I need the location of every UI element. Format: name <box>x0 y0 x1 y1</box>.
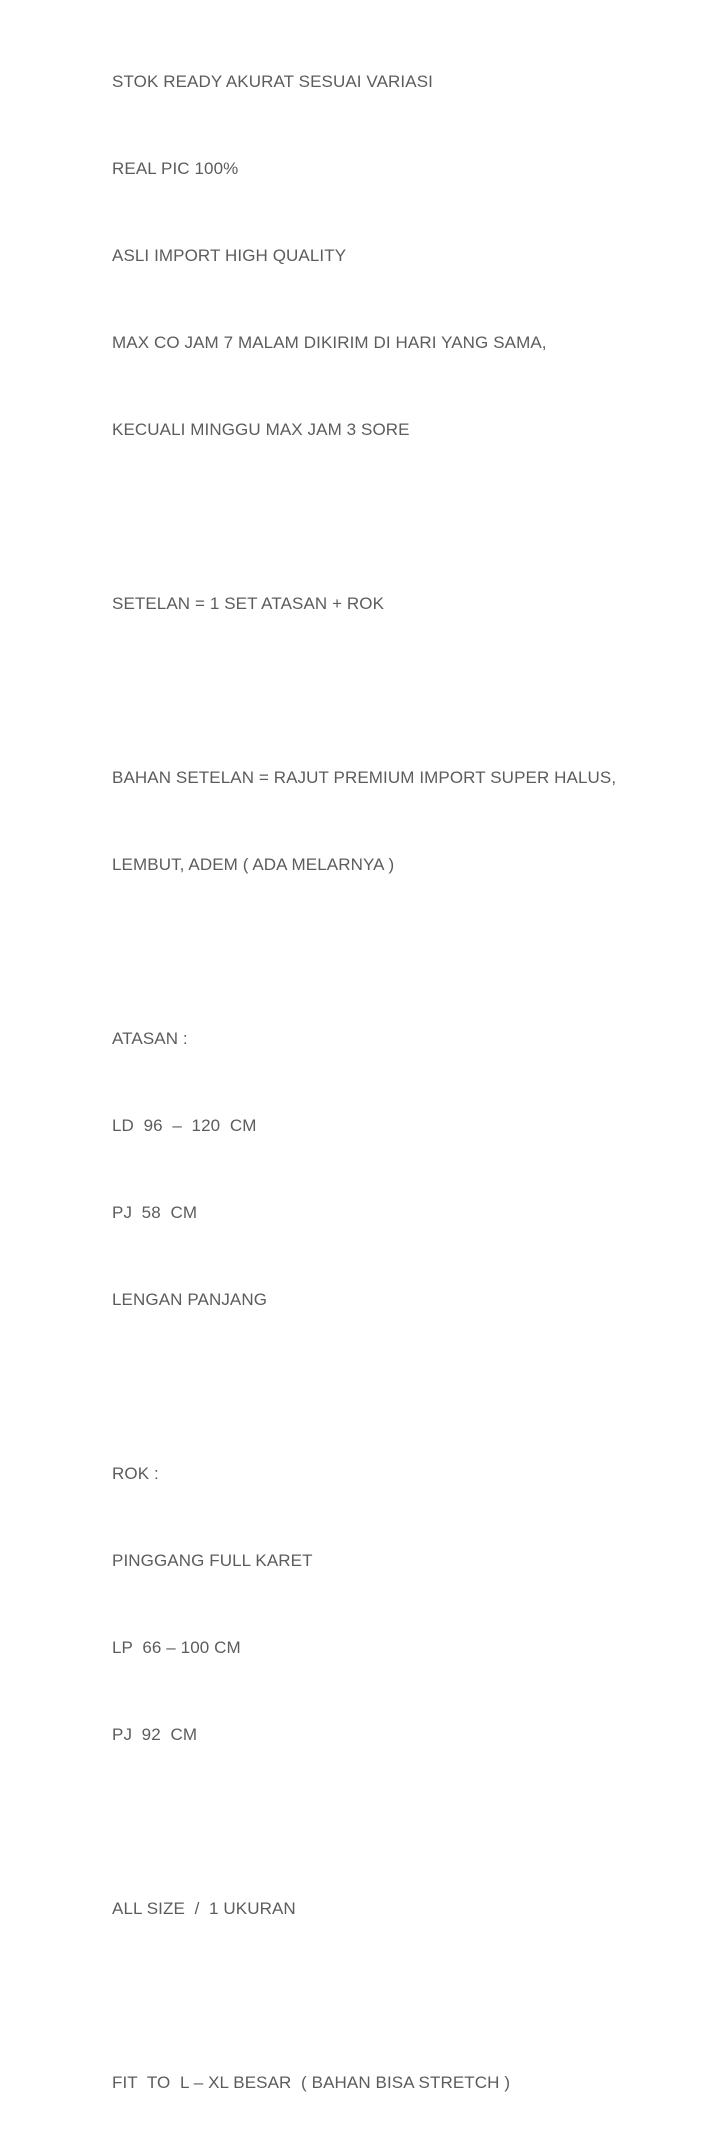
stock-ready-line: STOK READY AKURAT SESUAI VARIASI <box>112 72 433 91</box>
top-sleeve-line: LENGAN PANJANG <box>112 1290 268 1309</box>
blank-line <box>112 676 712 705</box>
real-pic-line: REAL PIC 100% <box>112 159 239 178</box>
sunday-cutoff-line: KECUALI MINGGU MAX JAM 3 SORE <box>112 420 410 439</box>
blank-line <box>112 937 712 966</box>
all-size-line: ALL SIZE / 1 UKURAN <box>112 1899 296 1918</box>
set-contents-line: SETELAN = 1 SET ATASAN + ROK <box>112 594 385 613</box>
top-section-heading: ATASAN : <box>112 1029 188 1048</box>
material-line: BAHAN SETELAN = RAJUT PREMIUM IMPORT SUPER HALUS, <box>112 768 617 787</box>
skirt-length-line: PJ 92 CM <box>112 1725 198 1744</box>
blank-line <box>112 1372 712 1401</box>
skirt-section-heading: ROK : <box>112 1464 159 1483</box>
blank-line <box>112 1807 712 1836</box>
skirt-waist-line: PINGGANG FULL KARET <box>112 1551 313 1570</box>
blank-line <box>112 502 712 531</box>
top-chest-size-line: LD 96 – 120 CM <box>112 1116 257 1135</box>
fit-note-line: FIT TO L – XL BESAR ( BAHAN BISA STRETCH ) <box>112 2073 511 2092</box>
shipping-cutoff-line: MAX CO JAM 7 MALAM DIKIRIM DI HARI YANG SAMA, <box>112 333 547 352</box>
import-quality-line: ASLI IMPORT HIGH QUALITY <box>112 246 347 265</box>
product-description-text <box>112 9 712 2155</box>
blank-line <box>112 1981 712 2010</box>
material-detail-line: LEMBUT, ADEM ( ADA MELARNYA ) <box>112 855 395 874</box>
skirt-hip-size-line: LP 66 – 100 CM <box>112 1638 241 1657</box>
top-length-line: PJ 58 CM <box>112 1203 198 1222</box>
